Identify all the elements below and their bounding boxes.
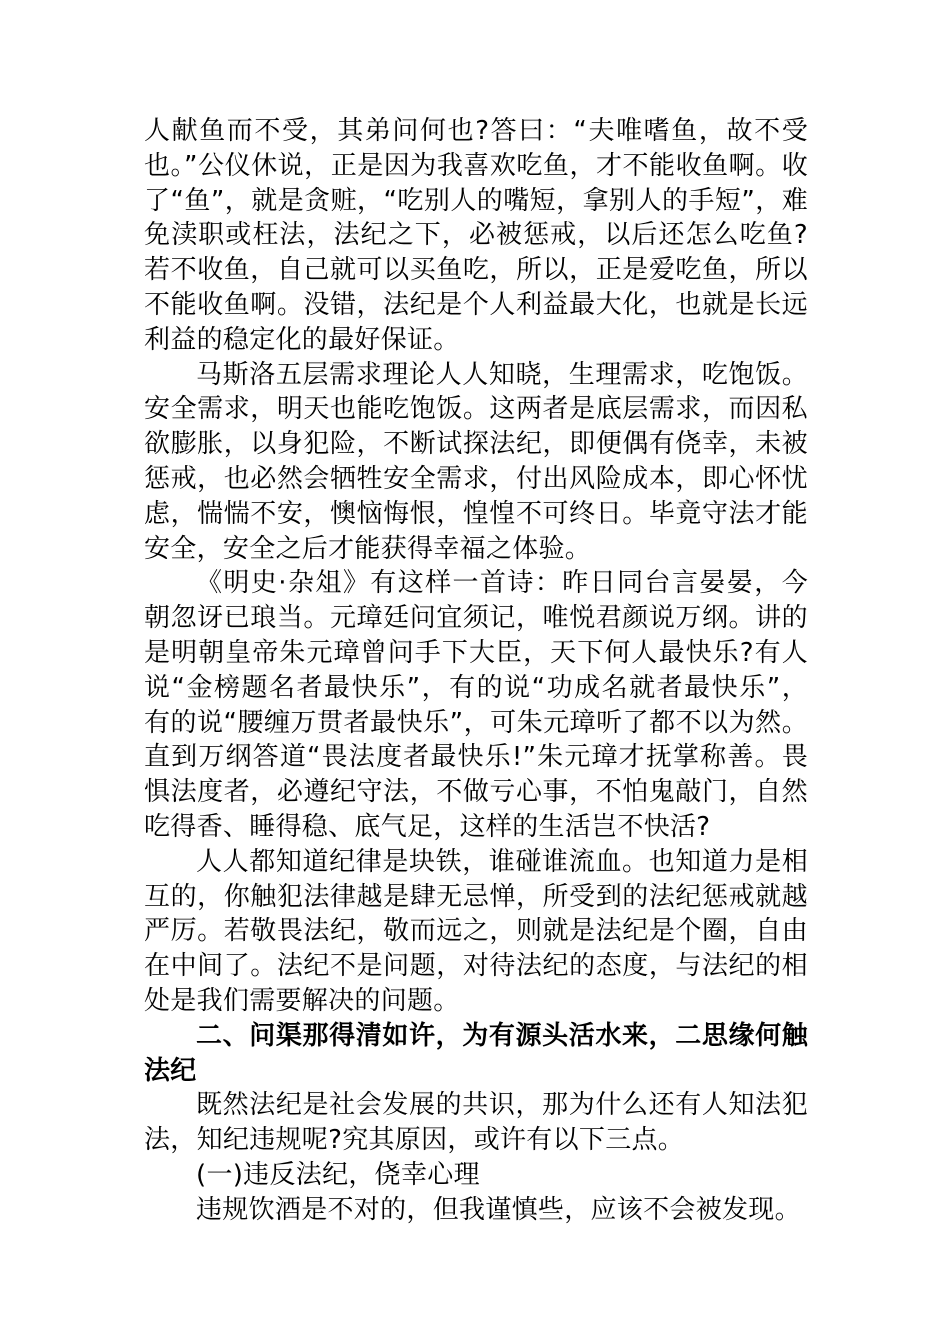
paragraph-2: 马斯洛五层需求理论人人知晓，生理需求，吃饱饭。安全需求，明天也能吃饱饭。这两者是底层需求，而因私欲膨胀，以身犯险，不断试探法纪，即便偶有侥幸，未被惩戒，也必然会牺牲安全需求，付出风险成本，即心怀忧虑，惴惴不安，懊恼悔恨，惶惶不可终日。毕竟守法才能安全，安全之后才能获得幸福之体验。 bbox=[144, 359, 808, 564]
paragraph-1: 人献鱼而不受，其弟问何也?答曰：“夫唯嗜鱼，故不受也。”公仪休说，正是因为我喜欢吃鱼，才不能收鱼啊。收了“鱼”，就是贪赃，“吃别人的嘴短，拿别人的手短”，难免渎职或枉法，法纪之下，必被惩戒，以后还怎么吃鱼?若不收鱼，自己就可以买鱼吃，所以，正是爱吃鱼，所以不能收鱼啊。没错，法纪是个人利益最大化，也就是长远利益的稳定化的最好保证。 bbox=[144, 116, 808, 355]
paragraph-6: 既然法纪是社会发展的共识，那为什么还有人知法犯法，知纪违规呢?究其原因，或许有以下三点。 bbox=[144, 1090, 808, 1156]
paragraph-3: 《明史·杂俎》有这样一首诗：昨日同台言晏晏，今朝忽讶已琅当。元璋廷问宜须记，唯悦君颜说万纲。讲的是明朝皇帝朱元璋曾问手下大臣，天下何人最快乐?有人说“金榜题名者最快乐”，有的说“功成名就者最快乐”， 有的说“腰缠万贯者最快乐”，可朱元璋听了都不以为然。直到万纲答道“畏法度者最快乐!”朱元璋才抚掌称善。畏惧法度者，必遵纪守法，不做亏心事，不怕鬼敲门，自然吃得香、睡得稳、底气足，这样的生活岂不快活? bbox=[144, 568, 808, 842]
document-body bbox=[144, 114, 808, 1228]
section-heading-2: 二、问渠那得清如许，为有源头活水来，二思缘何触法纪 bbox=[144, 1020, 808, 1086]
paragraph-4: 人人都知道纪律是块铁，谁碰谁流血。也知道力是相互的，你触犯法律越是肆无忌惮，所受到的法纪惩戒就越严厉。若敬畏法纪，敬而远之，则就是法纪是个圈，自由在中间了。法纪不是问题，对待法纪的态度，与法纪的相处是我们需要解决的问题。 bbox=[144, 846, 808, 1016]
subsection-heading-1: (一)违反法纪，侥幸心理 bbox=[196, 1159, 480, 1190]
paragraph-8: 违规饮酒是不对的，但我谨慎些，应该不会被发现。 bbox=[196, 1194, 801, 1225]
